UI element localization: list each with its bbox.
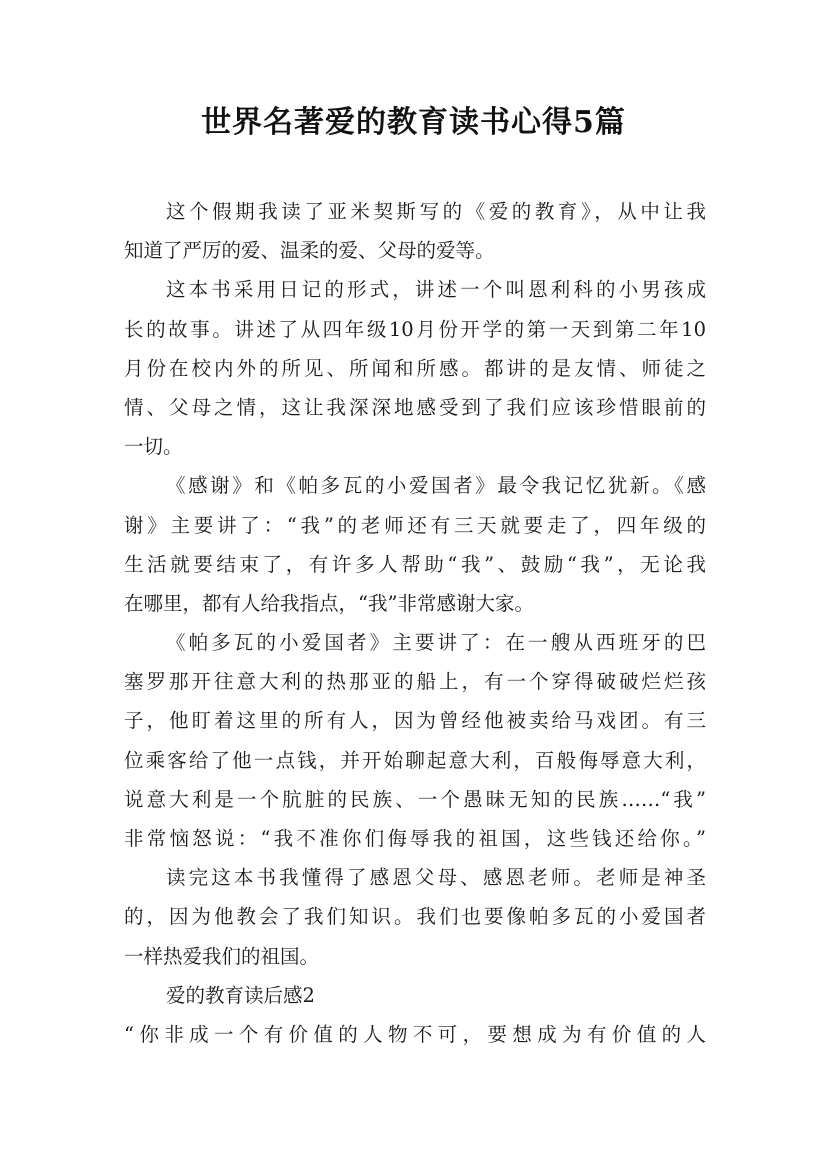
text-line: 月份在校内外的所见、所闻和所感。都讲的是友情、师徒之 <box>124 356 706 380</box>
document-body <box>124 192 706 1054</box>
text-line: 爱的教育读后感2 <box>166 983 315 1007</box>
text-line: 情、父母之情，这让我深深地感受到了我们应该珍惜眼前的 <box>124 395 706 419</box>
text-line: 在哪里，都有人给我指点，“我”非常感谢大家。 <box>124 591 534 615</box>
text-line: 一样热爱我们的祖国。 <box>124 944 320 968</box>
text-line: “你非成一个有价值的人物不可，要想成为有价值的人 <box>124 1022 706 1046</box>
text-line: 子，他盯着这里的所有人，因为曾经他被卖给马戏团。有三 <box>124 709 706 733</box>
text-line: 《帕多瓦的小爱国者》主要讲了：在一艘从西班牙的巴 <box>166 631 706 655</box>
text-line: 生活就要结束了，有许多人帮助“我”、鼓励“我”，无论我 <box>124 552 706 576</box>
text-line: 说意大利是一个肮脏的民族、一个愚昧无知的民族……“我” <box>124 787 706 811</box>
text-line: 这个假期我读了亚米契斯写的《爱的教育》，从中让我 <box>166 200 706 223</box>
document-title: 世界名著爱的教育读书心得5篇 <box>201 105 626 140</box>
text-line: 一切。 <box>124 435 183 459</box>
text-line: 的，因为他教会了我们知识。我们也要像帕多瓦的小爱国者 <box>124 905 706 929</box>
text-line: 长的故事。讲述了从四年级10月份开学的第一天到第二年10 <box>124 317 706 341</box>
text-line: 读完这本书我懂得了感恩父母、感恩老师。老师是神圣 <box>166 866 706 890</box>
text-line: 知道了严厉的爱、温柔的爱、父母的爱等。 <box>124 239 495 263</box>
text-line: 非常恼怒说：“我不准你们侮辱我的祖国，这些钱还给你。” <box>124 827 706 850</box>
text-line: 塞罗那开往意大利的热那亚的船上，有一个穿得破破烂烂孩 <box>124 670 706 694</box>
text-line: 《感谢》和《帕多瓦的小爱国者》最令我记忆犹新。《感 <box>166 474 706 498</box>
text-line: 谢》主要讲了：“我”的老师还有三天就要走了，四年级的 <box>124 513 706 537</box>
text-line: 位乘客给了他一点钱，并开始聊起意大利，百般侮辱意大利， <box>124 748 706 772</box>
text-line: 这本书采用日记的形式，讲述一个叫恩利科的小男孩成 <box>166 278 706 302</box>
